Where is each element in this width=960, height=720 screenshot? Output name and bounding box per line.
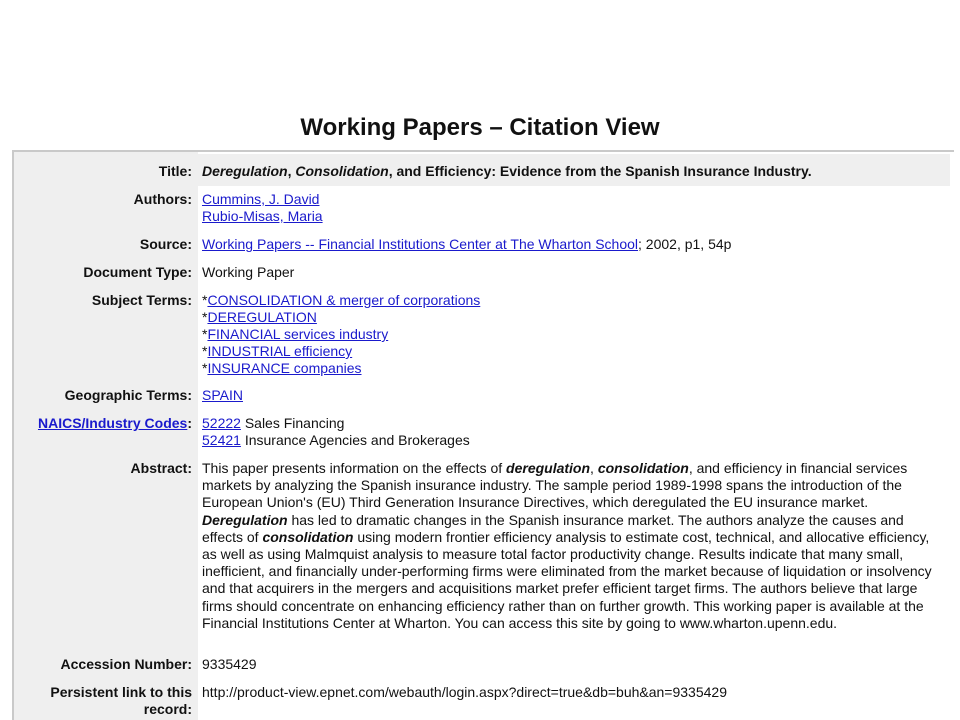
geographic-term-link[interactable]: SPAIN [202, 387, 243, 403]
subject-term-link[interactable]: DEREGULATION [207, 309, 317, 325]
geographic-terms-label: Geographic Terms: [64, 387, 192, 403]
persistent-link-value: http://product-view.epnet.com/webauth/login.aspx?direct=true&db=buh&an=9335429 [202, 684, 727, 700]
citation-record [12, 150, 954, 720]
title-label: Title: [158, 163, 192, 179]
naics-list [202, 415, 942, 449]
accession-number-label: Accession Number: [60, 656, 192, 672]
author-link[interactable]: Rubio-Misas, Maria [202, 208, 323, 224]
subject-term-link[interactable]: FINANCIAL services industry [207, 326, 389, 342]
list-item: *CONSOLIDATION & merger of corporations [202, 292, 481, 308]
title-italic-deregulation: Deregulation [202, 163, 288, 179]
list-item: *INSURANCE companies [202, 360, 362, 376]
geographic-terms-value [202, 387, 942, 404]
document-type-label: Document Type: [83, 264, 192, 280]
persistent-link-label: Persistent link to this record: [50, 684, 192, 717]
accession-number-value: 9335429 [202, 656, 257, 672]
subject-term-link[interactable]: CONSOLIDATION & merger of corporations [207, 292, 481, 308]
list-item: *FINANCIAL services industry [202, 326, 389, 342]
document-type-value: Working Paper [202, 264, 295, 280]
naics-code-link[interactable]: 52421 [202, 432, 241, 448]
page-heading: Working Papers – Citation View [300, 114, 660, 141]
title-italic-consolidation: Consolidation [295, 163, 389, 179]
naics-code-link[interactable]: 52222 [202, 415, 241, 431]
source-link[interactable]: Working Papers -- Financial Institutions Center at The Wharton School [202, 236, 639, 252]
list-item: *INDUSTRIAL efficiency [202, 343, 353, 359]
list-item: *DEREGULATION [202, 309, 317, 325]
author-link[interactable]: Cummins, J. David [202, 191, 320, 207]
subject-terms-label: Subject Terms: [91, 292, 192, 308]
list-item: 52421 Insurance Agencies and Brokerages [202, 432, 470, 448]
source-label: Source: [139, 236, 192, 252]
source-value: Working Papers -- Financial Institutions Center at The Wharton School; 2002, p1, 54p [202, 236, 732, 252]
naics-help-link[interactable]: NAICS/Industry Codes [37, 415, 188, 431]
abstract-text: This paper presents information on the effects of deregulation, consolidation, and efficiency in financial services markets by analyzing the Spanish insurance industry. The sample period 1989-1998 spans the introduction of the European Union's (EU) Third Generation Insurance Directives, which deregulated the EU insurance market. Deregulation has led to dramatic changes in the Spanish insurance market. The authors analyze the causes and effects of consolidation using modern frontier efficiency analysis to estimate cost, technical, and allocative efficiency, as well as using Malmquist analysis to measure total factor productivity change. Results indicate that many small, inefficient, and financially under-performing firms were eliminated from the market because of liquidation or insolvency and that acquirers in the mergers and acquisitions market prefer efficient target firms. The authors believe that large firms should concentrate on enhancing efficiency rather than on further growth. This working paper is available at the Financial Institutions Center at Wharton. You can access this site by going to www.wharton.upenn.edu. [202, 460, 932, 631]
abstract-label: Abstract: [130, 460, 192, 476]
subject-terms-list [202, 292, 942, 377]
authors-label: Authors: [133, 191, 192, 207]
subject-term-link[interactable]: INSURANCE companies [207, 360, 362, 376]
naics-label: NAICS/Industry Codes: [37, 415, 192, 431]
authors-value [202, 191, 942, 225]
list-item: 52222 Sales Financing [202, 415, 345, 431]
title-value: Deregulation, Consolidation, and Efficiency: Evidence from the Spanish Insurance Industry. [202, 163, 812, 179]
subject-term-link[interactable]: INDUSTRIAL efficiency [207, 343, 353, 359]
